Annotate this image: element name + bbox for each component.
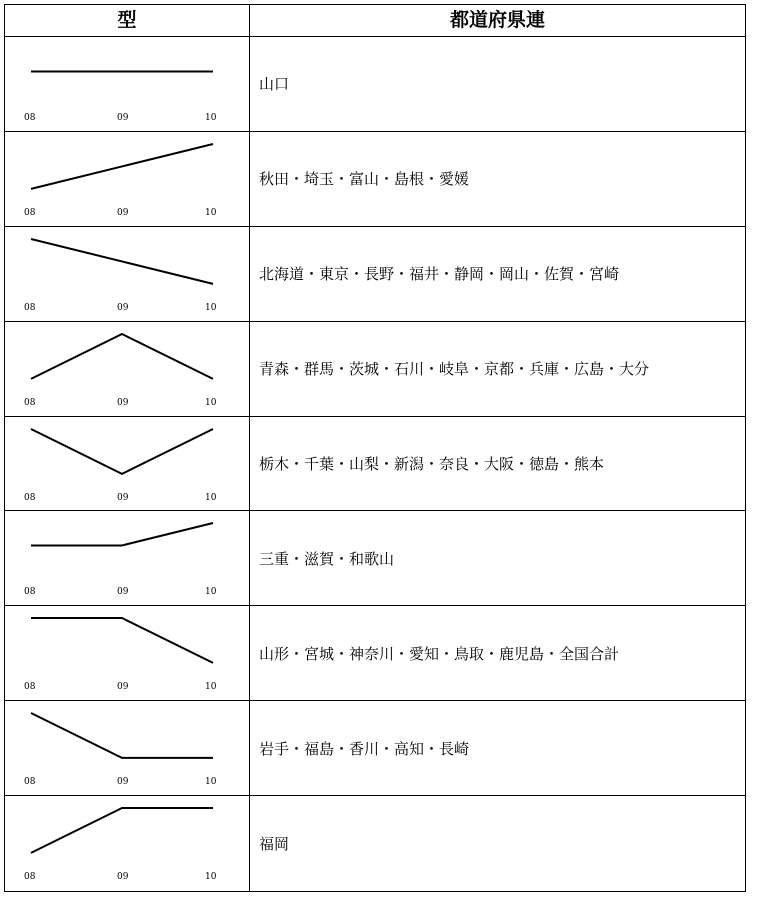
- x-tick-label: 09: [117, 587, 129, 598]
- x-tick-label: 10: [205, 587, 217, 598]
- x-tick-label: 09: [117, 112, 129, 123]
- trend-pattern-chart: [5, 227, 249, 322]
- prefecture-list: 栃木・千葉・山梨・新潟・奈良・大阪・徳島・熊本: [259, 454, 605, 473]
- x-tick-label: 08: [24, 112, 36, 123]
- table-row: [5, 227, 745, 322]
- trend-pattern-chart: [5, 417, 249, 512]
- trend-pattern-chart: [5, 701, 249, 796]
- trend-line: [31, 808, 213, 853]
- x-tick-label: 09: [117, 492, 129, 503]
- x-tick-label: 10: [205, 397, 217, 408]
- trend-line: [31, 144, 213, 189]
- x-tick-label: 09: [117, 397, 129, 408]
- trend-pattern-chart: [5, 511, 249, 606]
- prefecture-list: 三重・滋賀・和歌山: [259, 549, 395, 568]
- table-row: [5, 322, 745, 417]
- x-tick-label: 10: [205, 871, 217, 882]
- x-tick-label: 08: [24, 397, 36, 408]
- table-row: [5, 417, 745, 512]
- x-tick-label: 08: [24, 492, 36, 503]
- trend-line: [31, 713, 213, 758]
- prefecture-list: 山形・宮城・神奈川・愛知・鳥取・鹿児島・全国合計: [259, 644, 620, 663]
- table-header: [5, 5, 745, 37]
- x-tick-label: 08: [24, 871, 36, 882]
- x-tick-label: 08: [24, 777, 36, 788]
- x-tick-label: 10: [205, 682, 217, 693]
- prefecture-list: 青森・群馬・茨城・石川・岐阜・京都・兵庫・広島・大分: [259, 360, 650, 379]
- trend-pattern-chart: [5, 796, 249, 891]
- x-tick-label: 10: [205, 492, 217, 503]
- table-row: [5, 796, 745, 891]
- trend-line: [31, 334, 213, 379]
- trend-pattern-chart: [5, 322, 249, 417]
- prefecture-list: 秋田・埼玉・富山・島根・愛媛: [259, 170, 470, 189]
- header-prefectures: 都道府県連: [449, 9, 545, 31]
- x-tick-label: 08: [24, 302, 36, 313]
- x-tick-label: 08: [24, 207, 36, 218]
- trend-pattern-chart: [5, 132, 249, 227]
- x-tick-label: 09: [117, 682, 129, 693]
- prefecture-list: 岩手・福島・香川・高知・長崎: [259, 739, 470, 758]
- trend-line: [31, 523, 213, 545]
- x-tick-label: 09: [117, 302, 129, 313]
- table-row: [5, 701, 745, 796]
- table-row: [5, 37, 745, 132]
- trend-line: [31, 618, 213, 663]
- prefecture-list: 福岡: [259, 835, 290, 854]
- prefecture-list: 北海道・東京・長野・福井・静岡・岡山・佐賀・宮崎: [259, 265, 620, 284]
- table-row: [5, 606, 745, 701]
- x-tick-label: 09: [117, 777, 129, 788]
- x-tick-label: 10: [205, 112, 217, 123]
- trend-pattern-chart: [5, 606, 249, 701]
- trend-pattern-chart: [5, 37, 249, 132]
- prefecture-list: 山口: [259, 75, 290, 94]
- pattern-table: [4, 4, 746, 892]
- x-tick-label: 10: [205, 302, 217, 313]
- table-row: [5, 511, 745, 606]
- x-tick-label: 10: [205, 207, 217, 218]
- x-tick-label: 09: [117, 207, 129, 218]
- trend-line: [31, 429, 213, 474]
- x-tick-label: 09: [117, 871, 129, 882]
- table-row: [5, 132, 745, 227]
- x-tick-label: 08: [24, 682, 36, 693]
- header-type: 型: [117, 9, 137, 31]
- x-tick-label: 08: [24, 587, 36, 598]
- trend-line: [31, 239, 213, 284]
- x-tick-label: 10: [205, 777, 217, 788]
